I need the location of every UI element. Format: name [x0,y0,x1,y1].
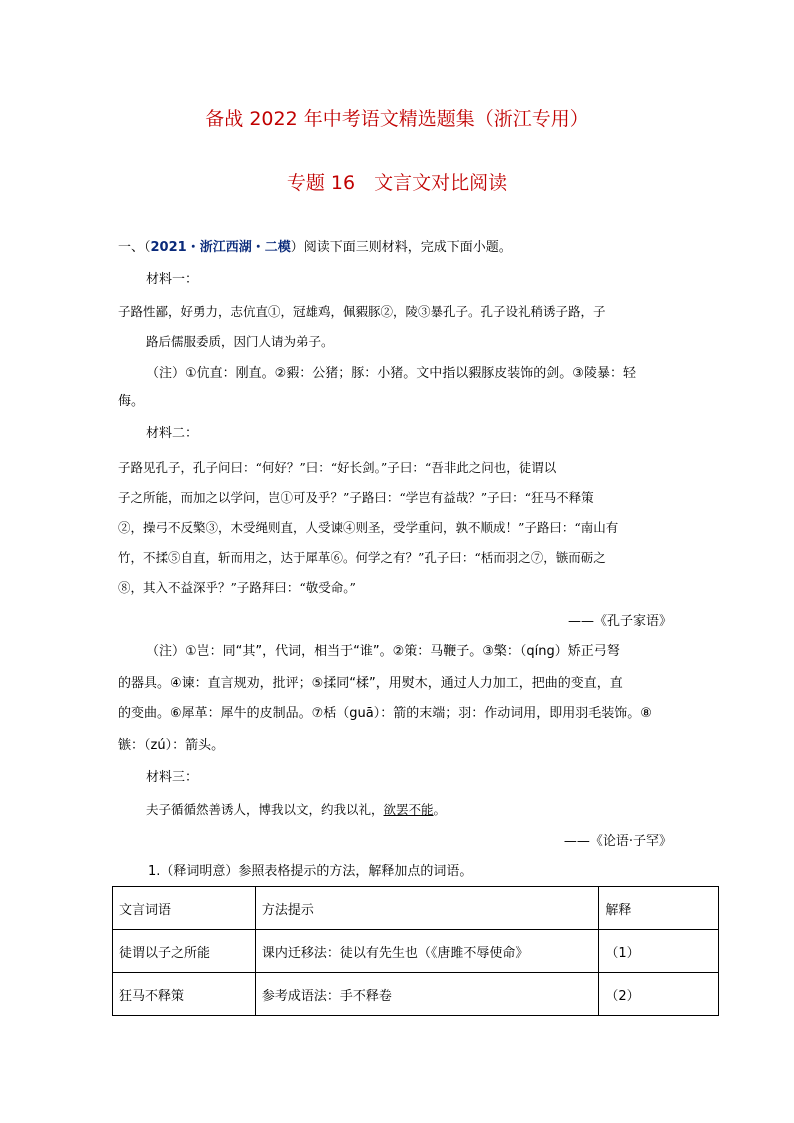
table-row [113,973,719,1016]
question-text: ）阅读下面三则材料，完成下面小题。 [290,240,512,255]
table-header: 解释 [599,887,719,930]
material-3-period: 。 [433,802,447,817]
document-subtitle: 专题 16 文言文对比阅读 [286,172,508,194]
table-cell: 徒谓以子之所能 [113,930,256,973]
question-1: 1.（释词明意）参照表格提示的方法，解释加点的词语。 [148,864,473,879]
material-1-note: 侮。 [118,394,145,409]
table-header-row [113,887,719,930]
material-3-text: 夫子循循然善诱人，博我以文，约我以礼， [146,802,384,817]
material-2-note: （注）①岂：同“其”，代词，相当于“谁”。②策：马鞭子。③檠：（qíng）矫正弓弩 [146,644,620,659]
material-2-label: 材料二： [146,426,199,441]
table-header: 文言词语 [113,887,256,930]
table-row [113,930,719,973]
material-3-source: ——《论语·子罕》 [563,834,672,849]
question-number: 一、（ [118,240,151,255]
material-2-line: 子路见孔子，孔子问曰：“何好？”曰：“好长剑。”子曰：“吾非此之问也，徒谓以 [118,460,557,475]
answer-cell[interactable]: （1） [599,930,719,973]
table-cell: 狂马不释策 [113,973,256,1016]
material-2-line: 子之所能，而加之以学问，岂①可及乎？”子路曰：“学岂有益哉？”子曰：“狂马不释策 [118,490,594,505]
question-header [118,238,512,258]
table-header: 方法提示 [255,887,599,930]
vocab-table [112,886,719,1016]
material-2-source: ——《孔子家语》 [567,614,672,629]
document-title: 备战 2022 年中考语文精选题集（浙江专用） [205,108,589,130]
table-cell: 参考成语法：手不释卷 [255,973,599,1016]
material-1-label: 材料一： [146,272,199,287]
material-1-note: （注）①伉直：刚直。②豭：公猪；豚：小猪。文中指以豭豚皮装饰的剑。③陵暴：轻 [146,366,636,381]
material-1-line: 路后儒服委质，因门人请为弟子。 [146,334,334,349]
answer-cell[interactable]: （2） [599,973,719,1016]
material-3-line [146,800,446,820]
material-2-note: 的器具。④谏：直言规劝，批评；⑤揉同“楺”，用熨木，通过人力加工，把曲的变直，直 [118,676,623,691]
material-1-line: 子路性鄙，好勇力，志伉直①，冠雄鸡，佩豭豚②，陵③暴孔子。孔子设礼稍诱子路，子 [118,304,606,319]
table-cell: 课内迁移法：徒以有先生也（《唐雎不辱使命》 [255,930,599,973]
material-2-line: ②，操弓不反檠③，木受绳则直，人受谏④则圣，受学重问，孰不顺成！”子路曰：“南山有 [118,520,619,535]
question-source: 2021・浙江西湖・二模 [150,240,291,255]
material-2-line: ⑧，其入不益深乎？”子路拜曰：“敬受命。” [118,580,356,595]
material-3-label: 材料三： [146,770,199,785]
underlined-phrase: 欲罢不能 [383,802,434,817]
material-2-note: 的变曲。⑥犀革：犀牛的皮制品。⑦栝（guā）：箭的末端；羽：作动词用，即用羽毛装饰。⑧ [118,706,652,721]
material-2-note: 镞：（zú）：箭头。 [118,738,225,753]
material-2-line: 竹，不揉⑤自直，斩而用之，达于犀革⑥。何学之有？”孔子曰：“栝而羽之⑦，镞而砺之 [118,550,606,565]
